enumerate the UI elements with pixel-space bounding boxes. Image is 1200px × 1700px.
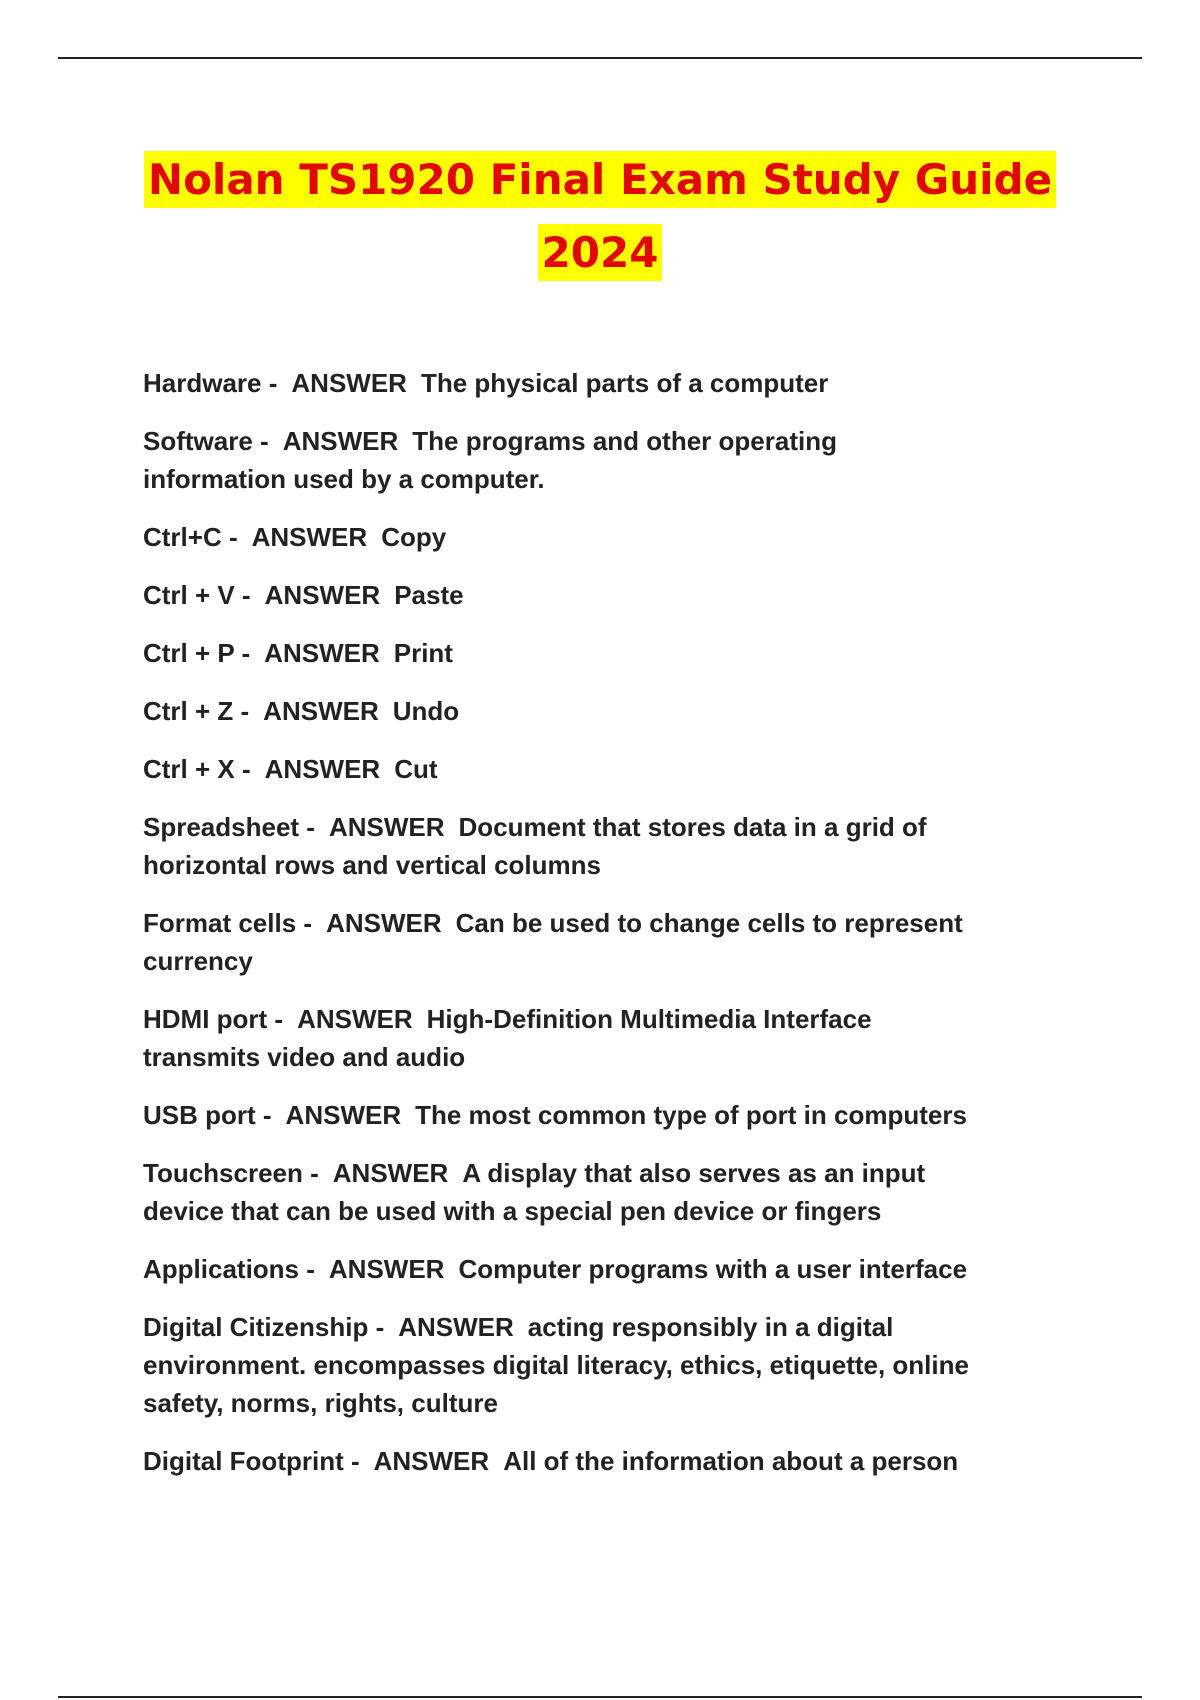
qa-item (143, 1308, 1093, 1422)
qa-item (143, 576, 1093, 614)
qa-item (143, 422, 1093, 498)
answer-label: ANSWER (282, 426, 399, 456)
title-line-2 (0, 216, 1200, 289)
qa-definition: The most common type of port in computers (415, 1100, 967, 1130)
qa-term: Ctrl + X - (143, 754, 251, 784)
qa-term: Digital Citizenship - (143, 1312, 385, 1342)
answer-label: ANSWER (251, 522, 368, 552)
qa-definition: Undo (392, 696, 460, 726)
qa-item (143, 518, 1093, 556)
qa-definition: High-Definition Multimedia Interface transmits video and audio (143, 1004, 872, 1072)
qa-item (143, 750, 1093, 788)
qa-definition: Print (393, 638, 453, 668)
qa-term: HDMI port - (143, 1004, 284, 1034)
qa-item (143, 904, 1093, 980)
qa-term: Spreadsheet - (143, 812, 315, 842)
qa-list (143, 364, 1093, 1500)
answer-label: ANSWER (285, 1100, 402, 1130)
answer-label: ANSWER (328, 1254, 445, 1284)
qa-term: Touchscreen - (143, 1158, 319, 1188)
qa-item (143, 808, 1093, 884)
answer-label: ANSWER (297, 1004, 413, 1034)
qa-definition: All of the information about a person (503, 1446, 959, 1476)
document-title (0, 143, 1200, 289)
qa-term: Applications - (143, 1254, 315, 1284)
title-highlight-1: Nolan TS1920 Final Exam Study Guide (144, 151, 1056, 208)
answer-label: ANSWER (398, 1312, 514, 1342)
title-line-1 (0, 143, 1200, 216)
qa-definition: Cut (394, 754, 438, 784)
answer-label: ANSWER (326, 908, 442, 938)
qa-item (143, 692, 1093, 730)
qa-term: Ctrl + P - (143, 638, 251, 668)
qa-item (143, 1154, 1093, 1230)
qa-definition: The programs and other operating information used by a computer. (143, 426, 837, 494)
qa-term: Software - (143, 426, 269, 456)
qa-item (143, 1250, 1093, 1288)
answer-label: ANSWER (373, 1446, 490, 1476)
qa-item (143, 1442, 1093, 1480)
qa-item (143, 1000, 1093, 1076)
qa-term: USB port - (143, 1100, 272, 1130)
qa-term: Ctrl + Z - (143, 696, 250, 726)
answer-label: ANSWER (328, 812, 445, 842)
qa-definition: acting responsibly in a digital environment. encompasses digital literacy, ethics, etiquette, online safety, norms, rights, culture (143, 1312, 969, 1418)
qa-definition: Can be used to change cells to represent currency (143, 908, 963, 976)
title-highlight-2: 2024 (538, 224, 663, 281)
qa-item (143, 634, 1093, 672)
qa-item (143, 1096, 1093, 1134)
qa-term: Ctrl+C - (143, 522, 238, 552)
answer-label: ANSWER (264, 638, 380, 668)
qa-term: Format cells - (143, 908, 313, 938)
qa-term: Ctrl + V - (143, 580, 251, 610)
qa-item (143, 364, 1093, 402)
answer-label: ANSWER (332, 1158, 449, 1188)
qa-definition: Computer programs with a user interface (458, 1254, 968, 1284)
answer-label: ANSWER (291, 368, 407, 398)
qa-term: Hardware - (143, 368, 278, 398)
answer-label: ANSWER (264, 580, 381, 610)
qa-definition: A display that also serves as an input device that can be used with a special pen device or fingers (143, 1158, 926, 1226)
answer-label: ANSWER (263, 696, 379, 726)
answer-label: ANSWER (264, 754, 381, 784)
qa-definition: Paste (394, 580, 464, 610)
qa-definition: Document that stores data in a grid of horizontal rows and vertical columns (143, 812, 927, 880)
qa-definition: The physical parts of a computer (420, 368, 829, 398)
qa-definition: Copy (381, 522, 447, 552)
qa-term: Digital Footprint - (143, 1446, 360, 1476)
bottom-divider (58, 1696, 1142, 1698)
top-divider (58, 57, 1142, 59)
